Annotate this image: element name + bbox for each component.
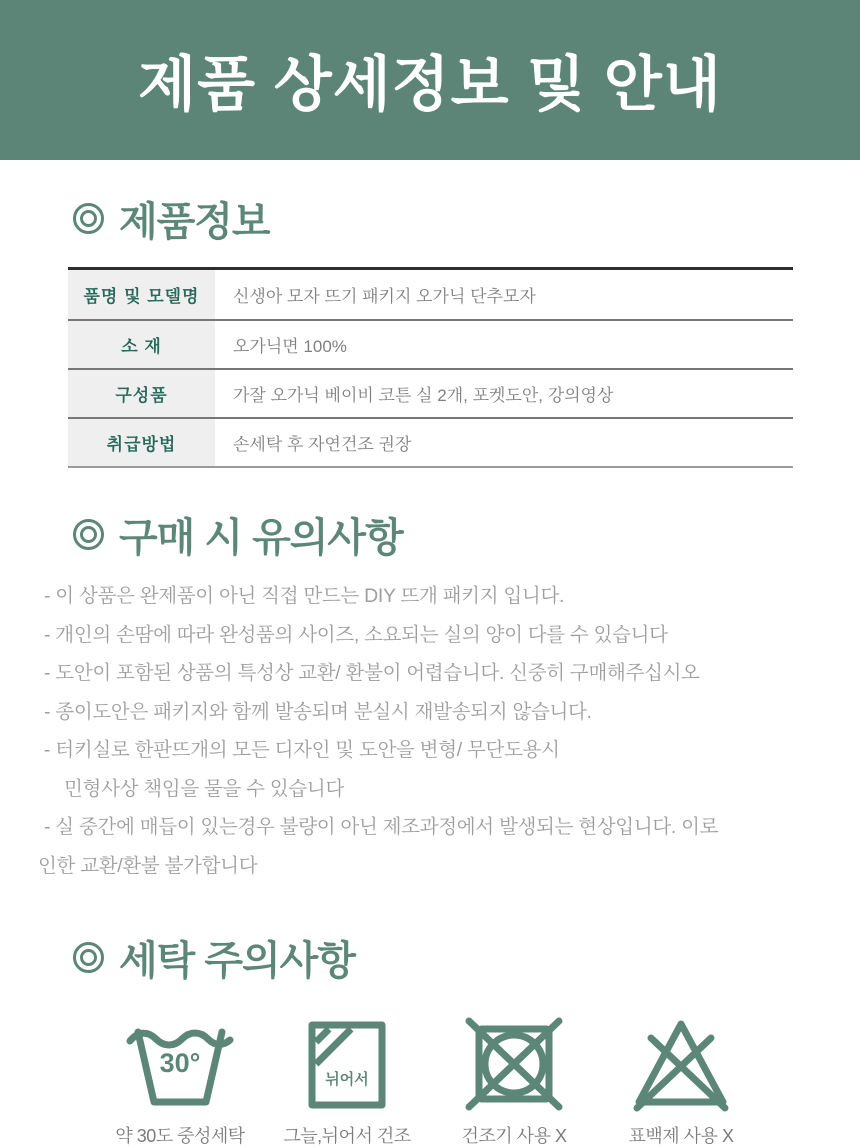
care-item-no-tumble-dry: [434, 1018, 594, 1148]
wash-tub-30-icon: [126, 1018, 234, 1110]
page-title: 제품 상세정보 및 안내: [138, 51, 722, 118]
row-label: 품명 및 모델명: [68, 270, 215, 319]
note-line: - 종이도안은 패키지와 함께 발송되며 분실시 재발송되지 않습니다.: [44, 700, 592, 723]
row-value: 손세탁 후 자연건조 권장: [233, 435, 412, 454]
section-title-product-info: [73, 190, 860, 247]
section-title-laundry: [73, 929, 860, 986]
section-title-text: 세탁 주의사항: [119, 939, 355, 983]
note-line: - 실 중간에 매듭이 있는경우 불량이 아닌 제조과정에서 발생되는 현상입니다. 이로: [44, 816, 719, 838]
row-label: 구성품: [68, 370, 215, 417]
row-value: 신생아 모자 뜨기 패키지 오가닉 단추모자: [233, 287, 536, 306]
wash-temp-text: 30°: [159, 1048, 201, 1078]
table-row: [68, 368, 793, 417]
section-title-text: 구매 시 유의사항: [119, 516, 403, 560]
care-label: 건조기 사용 X: [461, 1126, 567, 1146]
table-row: [68, 319, 793, 368]
product-info-table: [68, 267, 793, 468]
note-line: - 터키실로 한판뜨개의 모든 디자인 및 도안을 변형/ 무단도용시: [44, 739, 560, 761]
care-item-no-bleach: [601, 1018, 761, 1148]
row-value: 가잘 오가닉 베이비 코튼 실 2개, 포켓도안, 강의영상: [233, 386, 614, 405]
care-label: 그늘,뉘어서 건조: [283, 1126, 411, 1146]
table-row: [68, 417, 793, 466]
dry-flat-shade-icon: [307, 1018, 387, 1110]
no-tumble-dry-icon: [464, 1018, 564, 1110]
care-label: 표백제 사용 X: [628, 1126, 734, 1146]
note-line: - 개인의 손땀에 따라 완성품의 사이즈, 소요되는 실의 양이 다를 수 있습니다: [44, 623, 668, 646]
care-label: 약 30도 중성세탁: [115, 1126, 245, 1146]
note-line: 인한 교환/환불 불가합니다: [38, 854, 258, 877]
care-item-dry-flat-shade: [267, 1018, 427, 1148]
row-label: 소 재: [68, 321, 215, 368]
no-bleach-icon: [629, 1018, 733, 1110]
purchase-notes-list: [38, 577, 860, 885]
double-circle-bullet-icon: [73, 942, 104, 973]
page-header: [0, 0, 860, 160]
care-symbols-row: [100, 1018, 780, 1148]
dry-flat-text: 뉘어서: [325, 1071, 369, 1088]
row-label: 취급방법: [68, 419, 215, 466]
note-line: - 도안이 포함된 상품의 특성상 교환/ 환불이 어렵습니다. 신중히 구매해주십시오: [44, 662, 700, 684]
double-circle-bullet-icon: [73, 203, 104, 234]
table-row: [68, 270, 793, 319]
section-title-text: 제품정보: [119, 200, 270, 244]
row-value: 오가닉면 100%: [233, 337, 347, 356]
section-title-purchase-notes: [73, 506, 860, 563]
note-line: 민형사상 책임을 물을 수 있습니다: [64, 777, 344, 800]
double-circle-bullet-icon: [73, 519, 104, 550]
care-item-wash-30: [100, 1018, 260, 1148]
note-line: - 이 상품은 완제품이 아닌 직접 만드는 DIY 뜨개 패키지 입니다.: [44, 585, 565, 607]
